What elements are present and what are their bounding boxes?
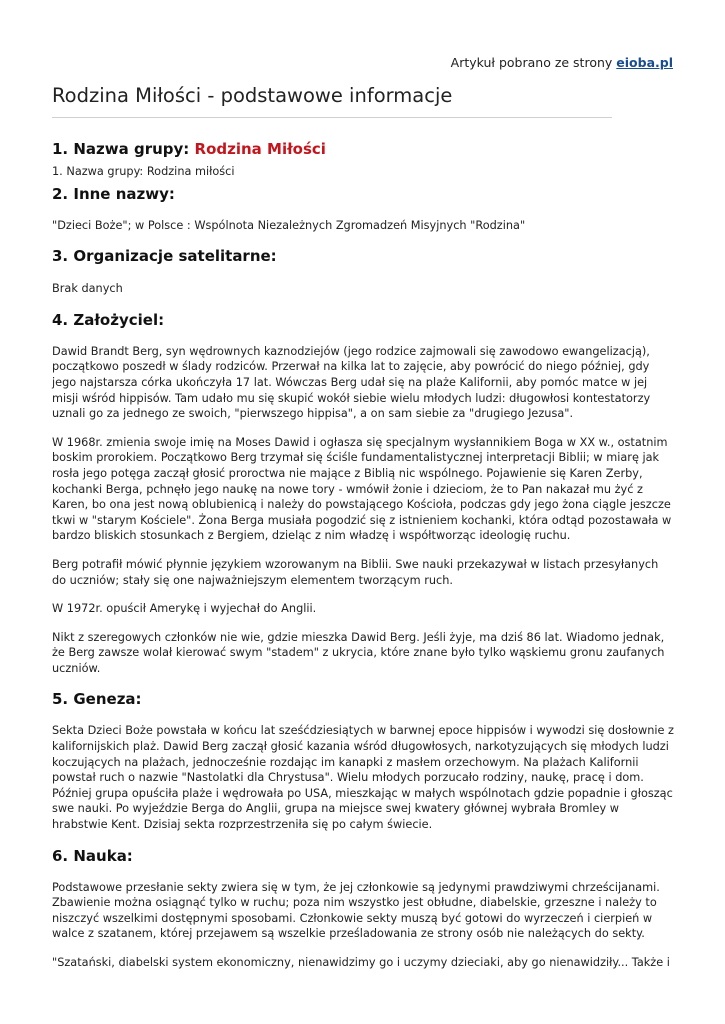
- paragraph: Berg potrafił mówić płynnie językiem wzorowanym na Biblii. Swe nauki przekazywał w listach przesyłanych do uczniów; stały się one najważniejszym elementem tworzącym ruch.: [52, 557, 659, 587]
- section-heading-group-name: [52, 138, 674, 160]
- paragraph: W 1968r. zmienia swoje imię na Moses Dawid i ogłasza się specjalnym wysłannikiem Boga w XX w., ostatnim boskim prorokiem. Początkowo Berg trzymał się ściśle fundamentalistycznej interpretacji Biblii; w miarę jak rosła jego potęga zaczął głosić proroctwa nie mające z Biblią nic wspólnego. Pojawienie się Karen Zerby, kochanki Berga, pchnęło jego naukę na nowe tory - wmówił żonie i dzieciom, że to Pan nakazał mu żyć z Karen, bo ona jest nową oblubienicą i należy do powstającego Kościoła, podczas gdy jego żona ciągle jeszcze tkwi w "starym Kościele". Żona Berga musiała pogodzić się z istnieniem kochanki, która odtąd pozostawała w bardzo bliskich stosunkach z Bergiem, dzieląc z nim władzę i współtworząc ideologię ruchu.: [52, 435, 672, 543]
- source-attribution: [451, 55, 673, 70]
- section-text: 1. Nazwa grupy: Rodzina miłości: [52, 165, 235, 178]
- section-heading-genesis: 5. Geneza:: [52, 690, 142, 709]
- section-heading-teaching: 6. Nauka:: [52, 846, 133, 865]
- paragraph: W 1972r. opuścił Amerykę i wyjechał do Anglii.: [52, 602, 317, 616]
- title-divider: [52, 117, 612, 118]
- paragraph: Sekta Dzieci Boże powstała w końcu lat sześćdziesiątych w barwnej epoce hippisów i wywodzi się dosłownie z kalifornijskich plaż. Dawid Berg zaczął głosić kazania wśród długowłosych, narkotyzujących się młodych ludzi koczujących na plażach, jednocześnie rozdając im kanapki z masłem orzechowym. Na plażach Kalifornii powstał ruch o nazwie "Nastolatki dla Chrystusa". Wielu młodych porzucało rodziny, naukę, pracę i dom. Później grupa opuściła plaże i wędrowała po USA, mieszkając w małych wspólnotach gdzie popadnie i głosząc swe nauki. Po wyjeździe Berga do Anglii, grupa na miejsce swej kwatery głównej wybrała Bromley w hrabstwie Kent. Dzisiaj sekta rozprzestrzeniła się po całym świecie.: [52, 724, 674, 832]
- section-heading-founder: 4. Założyciel:: [52, 310, 165, 329]
- paragraph: Dawid Brandt Berg, syn wędrownych kaznodziejów (jego rodzice zajmowali się zawodowo ewangelizacją), początkowo poszedł w ślady rodziców. Przerwał na kilka lat to zajęcie, aby powrócić do niego później, gdy jego najstarsza córka ukończyła 17 lat. Wówczas Berg udał się na plaże Kalifornii, aby pomóc matce w jej misji wśród hippisów. Tam udało mu się skupić wokół siebie wielu młodych ludzi: długowłosi kontestatorzy uznali go za jednego ze swoich, "pierwszego hippisa", a on sam siebie za "drugiego Jezusa".: [52, 344, 651, 421]
- group-name-highlight: Rodzina Miłości: [194, 140, 326, 158]
- paragraph: Nikt z szeregowych członków nie wie, gdzie mieszka Dawid Berg. Jeśli żyje, ma dziś 86 lat. Wiadomo jednak, że Berg zawsze wolał kierować swym "stadem" z ukrycia, które znane było tylko wąskiemu gronu zaufanych uczniów.: [52, 630, 665, 675]
- source-link[interactable]: eioba.pl: [616, 55, 673, 70]
- section-heading-satellite-orgs: 3. Organizacje satelitarne:: [52, 247, 277, 266]
- source-prefix: Artykuł pobrano ze strony: [450, 55, 613, 70]
- page-title: Rodzina Miłości - podstawowe informacje: [52, 84, 453, 107]
- heading-text: 1. Nazwa grupy:: [52, 140, 190, 158]
- paragraph: Podstawowe przesłanie sekty zwiera się w tym, że jej członkowie są jedynymi prawdziwymi chrześcijanami. Zbawienie można osiągnąć tylko w ruchu; poza nim wszystko jest obłudne, diabelskie, grzeszne i należy to niszczyć wszelkimi dostępnymi sposobami. Członkowie sekty muszą być gotowi do wyrzeczeń i cierpień w walce z szatanem, której przejawem są wszelkie prześladowania ze strony osób nie należących do sekty.: [52, 880, 660, 941]
- section-text: "Dzieci Boże"; w Polsce : Wspólnota Niezależnych Zgromadzeń Misyjnych "Rodzina": [52, 218, 526, 232]
- section-text: Brak danych: [52, 282, 123, 296]
- paragraph: "Szatański, diabelski system ekonomiczny, nienawidzimy go i uczymy dzieciaki, aby go nienawidziły... Także i: [52, 956, 670, 969]
- article-body: [52, 134, 674, 971]
- section-heading-other-names: 2. Inne nazwy:: [52, 184, 175, 203]
